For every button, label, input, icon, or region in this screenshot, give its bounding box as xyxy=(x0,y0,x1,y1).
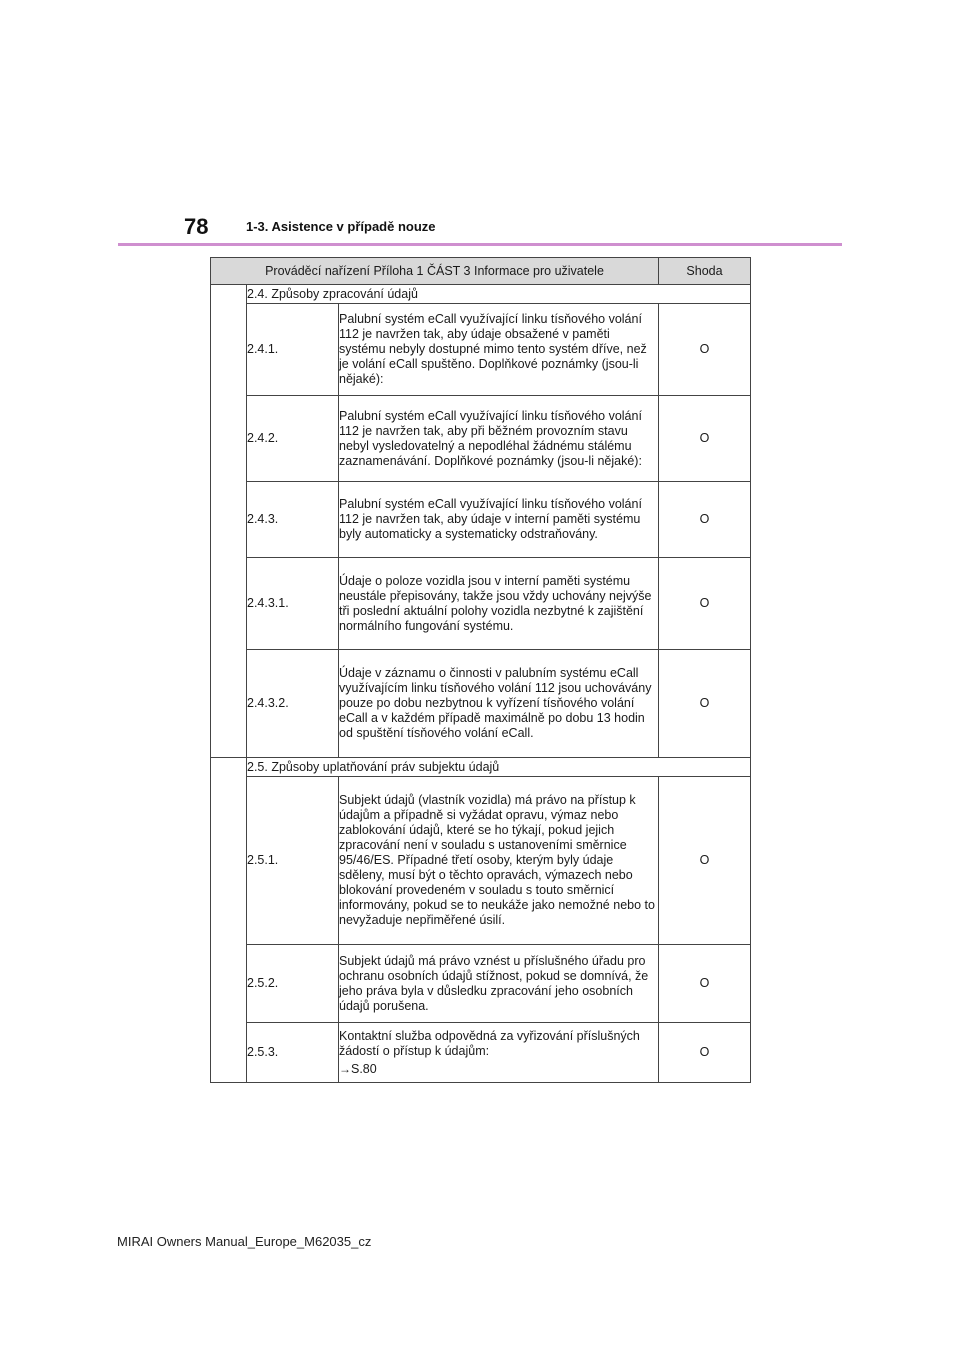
page-reference[interactable] xyxy=(339,1062,658,1077)
row-mark: O xyxy=(659,1023,751,1083)
table-row xyxy=(211,945,751,1023)
row-number: 2.5.2. xyxy=(247,945,339,1023)
row-mark: O xyxy=(659,650,751,758)
section-title: 1-3. Asistence v případě nouze xyxy=(246,219,436,234)
page-reference-label: S.80 xyxy=(351,1061,377,1076)
row-number: 2.4.3.1. xyxy=(247,558,339,650)
table-row xyxy=(211,1023,751,1083)
row-text: Palubní systém eCall využívající linku tísňového volání 112 je navržen tak, aby při běžném provozním stavu nebyl vysledovatelný a nepodléhal žádnému stálému zaznamenávání. Doplňkové poznámky (jsou-li nějaké): xyxy=(339,396,659,482)
row-number: 2.5.3. xyxy=(247,1023,339,1083)
table-row xyxy=(211,482,751,558)
row-text xyxy=(339,1023,659,1083)
column-header-regulation: Prováděcí nařízení Příloha 1 ČÁST 3 Informace pro uživatele xyxy=(211,258,659,285)
table-row xyxy=(211,304,751,396)
row-text: Subjekt údajů (vlastník vozidla) má právo na přístup k údajům a případně si vyžádat opravu, výmaz nebo zablokování údajů, které se ho týkají, pokud jejich zpracování není v souladu s ustanoveními směrnice 95/46/ES. Případné třetí osoby, kterým byly údaje sděleny, musí být o těchto opravách, výmazech nebo blokování provedeném v souladu s touto směrnicí informovány, pokud se to neukáže jako nemožné nebo to nevyžaduje nepřiměřené úsilí. xyxy=(339,777,659,945)
row-text: Údaje v záznamu o činnosti v palubním systému eCall využívajícím linku tísňového volání 112 jsou uchovávány pouze po dobu nezbytnou k vyřízení tísňového volání eCall a v každém případě maximálně po dobu 13 hodin od spuštění tísňového volání eCall. xyxy=(339,650,659,758)
row-mark: O xyxy=(659,304,751,396)
footer-text: MIRAI Owners Manual_Europe_M62035_cz xyxy=(117,1234,372,1249)
row-mark: O xyxy=(659,945,751,1023)
row-number: 2.4.3.2. xyxy=(247,650,339,758)
table-row xyxy=(211,396,751,482)
row-text-body: Kontaktní služba odpovědná za vyřizování příslušných žádostí o přístup k údajům: xyxy=(339,1028,640,1058)
spec-table xyxy=(210,257,751,1083)
row-number: 2.5.1. xyxy=(247,777,339,945)
header-rule xyxy=(118,243,842,246)
group-spacer xyxy=(211,758,247,1083)
row-mark: O xyxy=(659,482,751,558)
table-row xyxy=(211,650,751,758)
page-number: 78 xyxy=(184,214,209,239)
group-row xyxy=(211,285,751,304)
row-text: Subjekt údajů má právo vznést u příslušného úřadu pro ochranu osobních údajů stížnost, pokud se domnívá, že jeho práva byla v důsledku zpracování jeho osobních údajů porušena. xyxy=(339,945,659,1023)
group-spacer xyxy=(211,285,247,758)
row-mark: O xyxy=(659,396,751,482)
row-mark: O xyxy=(659,558,751,650)
table-row xyxy=(211,558,751,650)
row-text: Palubní systém eCall využívající linku tísňového volání 112 je navržen tak, aby údaje v interní paměti systému byly automaticky a systematicky odstraňovány. xyxy=(339,482,659,558)
row-number: 2.4.3. xyxy=(247,482,339,558)
table-header-row xyxy=(211,258,751,285)
group-row xyxy=(211,758,751,777)
arrow-right-icon: → xyxy=(339,1061,351,1076)
row-number: 2.4.1. xyxy=(247,304,339,396)
group-title: 2.5. Způsoby uplatňování práv subjektu údajů xyxy=(247,758,751,777)
row-number: 2.4.2. xyxy=(247,396,339,482)
row-text: Údaje o poloze vozidla jsou v interní paměti systému neustále přepisovány, takže jsou vždy uchovány nejvýše tři poslední aktuální polohy vozidla nezbytné k zajištění normálního fungování systému. xyxy=(339,558,659,650)
row-mark: O xyxy=(659,777,751,945)
row-text: Palubní systém eCall využívající linku tísňového volání 112 je navržen tak, aby údaje obsažené v paměti systému nebyly dostupné mimo tento systém dříve, než je volání eCall spuštěno. Doplňkové poznámky (jsou-li nějaké): xyxy=(339,304,659,396)
column-header-compliance: Shoda xyxy=(659,258,751,285)
table-row xyxy=(211,777,751,945)
group-title: 2.4. Způsoby zpracování údajů xyxy=(247,285,751,304)
